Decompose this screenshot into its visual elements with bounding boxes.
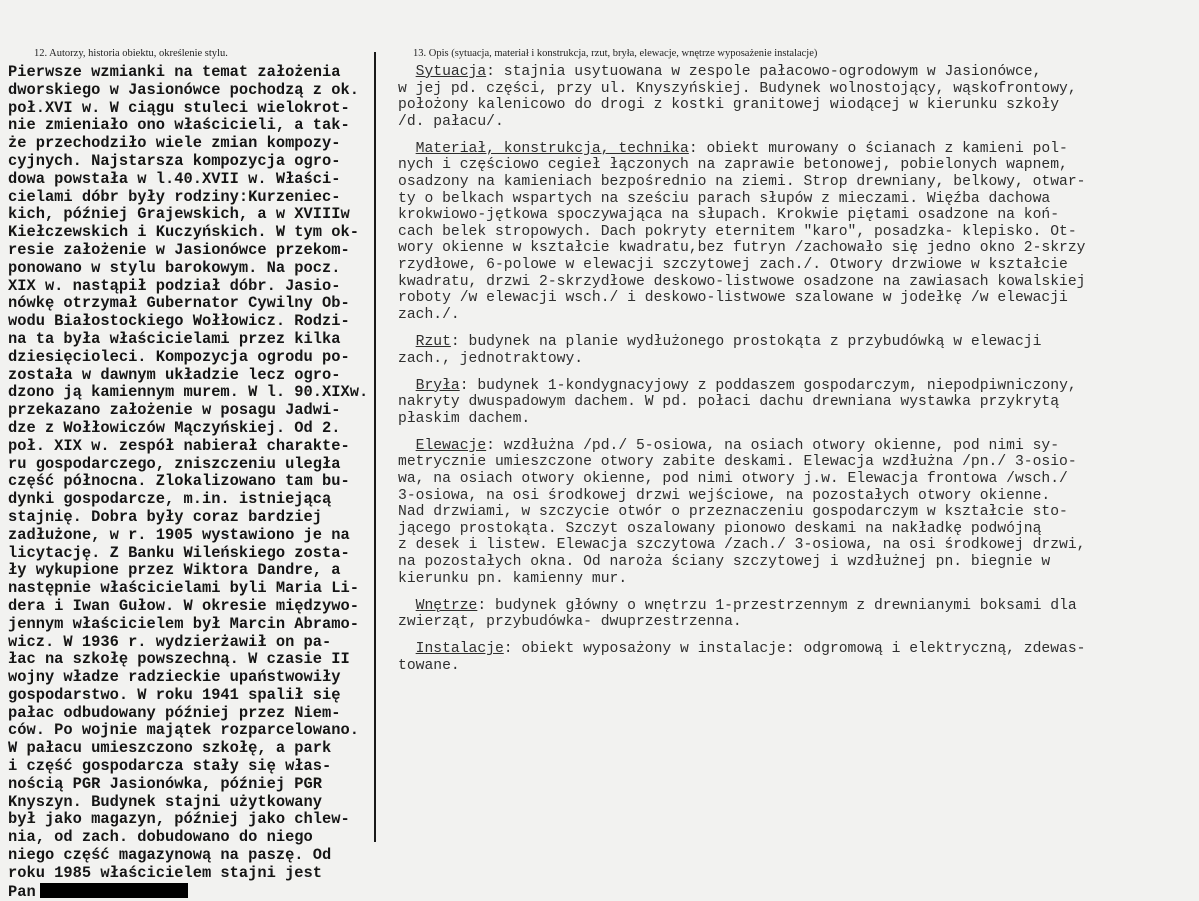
description-line: nych i częściowo cegieł łączonych na zaprawie betonowej, pobielonych wapnem, — [398, 157, 1068, 174]
history-line: dzono ją kamiennym murem. W l. 90.XIXw. — [8, 383, 369, 402]
history-line: XIX w. nastąpił podział dóbr. Jasio- — [8, 276, 341, 295]
description-line: cach belek stropowych. Dach pokryty eternitem "karo", posadzka- klepisko. Ot- — [398, 223, 1077, 240]
description-line: Bryła: budynek 1-kondygnacyjowy z poddaszem gospodarczym, niepodpiwniczony, — [415, 377, 1077, 394]
heading-description: 13. Opis (sytuacja, materiał i konstrukcja, rzut, bryła, elewacje, wnętrze wyposażenie instalacje) — [413, 48, 818, 59]
description-line: Nad drzwiami, w szczycie otwór o przeznaczeniu gospodarczym w kształcie sto- — [398, 504, 1068, 521]
description-section — [398, 141, 1198, 324]
history-line: dze z Wołłowiczów Mączyńskiej. Od 2. — [8, 418, 341, 437]
description-line: z desek i listew. Elewacja szczytowa /zach./ 3-osiowa, na osi środkowej drzwi, — [398, 537, 1086, 554]
redacted-name — [40, 883, 188, 898]
history-line: łac na szkołę powszechną. W czasie II — [8, 650, 350, 669]
description-line: zach., jednotraktowy. — [398, 350, 584, 367]
description-line: wa, na osiach otwory okienne, pod nimi otwory j.w. Elewacja frontowa /wsch./ — [398, 471, 1068, 488]
description-section — [398, 334, 1198, 367]
description-line: nakryty dwuspadowym dachem. W pd. połaci dachu drewniana wystawka przykrytą — [398, 394, 1060, 411]
history-line: dziesięcioleci. Kompozycja ogrodu po- — [8, 347, 350, 366]
description-line: kwadratu, drzwi 2-skrzydłowe deskowo-listwowe osadzone na zawiasach kowalskiej — [398, 273, 1086, 290]
description-line: rzydłowe, 6-polowe w elewacji szczytowej zach./. Otwory drzwiowe w kształcie — [398, 257, 1068, 274]
history-line: nością PGR Jasionówka, później PGR — [8, 774, 323, 793]
history-line: dowa powstała w l.40.XVII w. Właści- — [8, 169, 341, 188]
description-section — [398, 438, 1198, 587]
history-line: niego część magazynową na paszę. Od — [8, 846, 332, 865]
description-line: Materiał, konstrukcja, technika: obiekt murowany o ścianach z kamieni pol- — [415, 140, 1068, 157]
history-line: cyjnych. Najstarsza kompozycja ogro- — [8, 151, 341, 170]
history-line: stajnię. Dobra były coraz bardziej — [8, 507, 323, 526]
section-heading: Elewacje — [415, 437, 487, 454]
description-line: Wnętrze: budynek główny o wnętrzu 1-przestrzennym z drewnianymi boksami dla — [415, 597, 1077, 614]
description-line: towane. — [398, 658, 460, 674]
section-gap — [398, 367, 1198, 378]
history-line: pałac odbudowany później przez Niem- — [8, 703, 341, 722]
description-section — [398, 598, 1198, 631]
history-line: przekazano założenie w posagu Jadwi- — [8, 401, 341, 420]
history-line: ców. Po wojnie majątek rozparcelowano. — [8, 721, 359, 740]
history-line: nia, od zach. dobudowano do niego — [8, 828, 313, 847]
description-line: ty o belkach wspartych na sześciu parach słupów z mieczami. Więźba dachowa — [398, 190, 1051, 207]
history-line: na ta była właścicielami przez kilka — [8, 329, 341, 348]
history-text — [8, 64, 400, 900]
description-line: Rzut: budynek na planie wydłużonego prostokąta z przybudówką w elewacji — [415, 333, 1042, 350]
history-line: roku 1985 właścicielem stajni jest — [8, 863, 323, 882]
description-line: osadzony na kamieniach bezpośrednio na ziemi. Strop drewniany, belkowy, otwar- — [398, 174, 1086, 191]
description-text — [398, 64, 1198, 675]
description-line: na pozostałych okna. Od naroża ściany szczytowej i wzdłużnej pn. biegnie w — [398, 554, 1051, 571]
description-section — [398, 64, 1198, 130]
history-line: dynki gospodarcze, m.in. istniejącą — [8, 490, 332, 509]
description-line: zach./. — [398, 306, 460, 323]
history-line: i część gospodarcza stały się włas- — [8, 757, 332, 776]
history-line: ponowano w stylu barokowym. Na pocz. — [8, 258, 341, 277]
description-line: zwierząt, przybudówka- dwuprzestrzenna. — [398, 614, 742, 631]
history-line: Kiełczewskich i Kuczyńskich. W tym ok- — [8, 223, 359, 242]
history-line: dera i Iwan Gułow. W okresie międzywo- — [8, 596, 359, 615]
history-line: część północna. Zlokalizowano tam bu- — [8, 472, 350, 491]
section-heading: Materiał, konstrukcja, technika — [415, 140, 689, 157]
section-gap — [398, 587, 1198, 598]
description-line: płaskim dachem. — [398, 410, 531, 427]
section-heading: Wnętrze — [415, 597, 478, 614]
history-line: ru gospodarczego, zniszczeniu uległa — [8, 454, 341, 473]
history-line: Knyszyn. Budynek stajni użytkowany — [8, 792, 323, 811]
section-heading: Sytuacja — [415, 64, 487, 80]
history-line: nówkę otrzymał Gubernator Cywilny Ob- — [8, 294, 350, 313]
history-line: Pierwsze wzmianki na temat założenia — [8, 63, 341, 81]
history-line: została w dawnym układzie lecz ogro- — [8, 365, 341, 384]
description-line: jącego prostokąta. Szczyt oszalowany pionowo deskami na nakładkę podwójną — [398, 520, 1042, 537]
section-gap — [398, 631, 1198, 642]
description-section — [398, 641, 1198, 674]
section-gap — [398, 323, 1198, 334]
history-line: poł. XIX w. zespół nabierał charakte- — [8, 436, 350, 455]
description-line: metrycznie umieszczone otwory zabite deskami. Elewacja wzdłużna /pn./ 3-osio- — [398, 454, 1077, 471]
history-line: licytację. Z Banku Wileńskiego zosta- — [8, 543, 350, 562]
description-line: wory okienne w kształcie kwadratu,bez futryn /zachowało się jedno okno 2-skrzy — [398, 240, 1086, 257]
description-line: krokwiowo-jętkowa spoczywająca na słupach. Krokwie piętami osadzone na koń- — [398, 207, 1060, 224]
description-line: Sytuacja: stajnia usytuowana w zespole pałacowo-ogrodowym w Jasionówce, — [415, 64, 1042, 80]
description-line: Elewacje: wzdłużna /pd./ 5-osiowa, na osiach otwory okienne, pod nimi sy- — [415, 437, 1060, 454]
description-line: w jej pd. części, przy ul. Knyszyńskiej. Budynek wolnostojący, wąskofrontowy, — [398, 80, 1077, 97]
history-line: wojny władze radzieckie upaństwowiły — [8, 668, 341, 687]
history-line: że przechodziło wiele zmian kompozy- — [8, 134, 341, 153]
history-line: jennym właścicielem był Marcin Abramo- — [8, 614, 359, 633]
history-line: dworskiego w Jasionówce pochodzą z ok. — [8, 80, 359, 99]
history-line: kich, później Grajewskich, a w XVIIIw — [8, 205, 350, 224]
section-gap — [398, 130, 1198, 141]
description-line: /d. pałacu/. — [398, 113, 504, 130]
description-line: roboty /w elewacji wsch./ i deskowo-listwowe szalowane w jodełkę /w elewacji — [398, 290, 1068, 307]
history-line: cielami dóbr były rodziny:Kurzeniec- — [8, 187, 341, 206]
history-line: resie założenie w Jasionówce przekom- — [8, 240, 350, 259]
description-line: położony kalenicowo do drogi z kostki granitowej wiodącej w kierunku szkoły — [398, 97, 1060, 114]
history-line: Pan — [8, 883, 400, 901]
history-line: wodu Białostockiego Wołłowicz. Rodzi- — [8, 312, 350, 331]
section-gap — [398, 427, 1198, 438]
description-line: 3-osiowa, na osi środkowej drzwi wejściowe, na pozostałych otwory okienne. — [398, 487, 1051, 504]
history-line: wicz. W 1936 r. wydzierżawił on pa- — [8, 632, 332, 651]
history-line: poł.XVI w. W ciągu stuleci wielokrot- — [8, 98, 350, 117]
history-line: ły wykupione przez Wiktora Dandre, a — [8, 561, 341, 580]
history-line: W pałacu umieszczono szkołę, a park — [8, 739, 332, 758]
history-line: był jako magazyn, później jako chlew- — [8, 810, 350, 829]
history-line: nie zmieniało ono właścicieli, a tak- — [8, 116, 350, 135]
section-heading: Rzut — [415, 333, 451, 350]
description-line: kierunku pn. kamienny mur. — [398, 570, 628, 587]
description-section — [398, 378, 1198, 428]
history-line: gospodarstwo. W roku 1941 spalił się — [8, 685, 341, 704]
history-line: następnie właścicielami byli Maria Li- — [8, 579, 359, 598]
section-heading: Instalacje — [415, 641, 504, 658]
section-heading: Bryła — [415, 377, 460, 394]
heading-history: 12. Autorzy, historia obiektu, określenie stylu. — [34, 48, 228, 59]
history-line: zadłużone, w r. 1905 wystawiono je na — [8, 525, 350, 544]
description-line: Instalacje: obiekt wyposażony w instalacje: odgromową i elektryczną, zdewas- — [415, 641, 1086, 658]
